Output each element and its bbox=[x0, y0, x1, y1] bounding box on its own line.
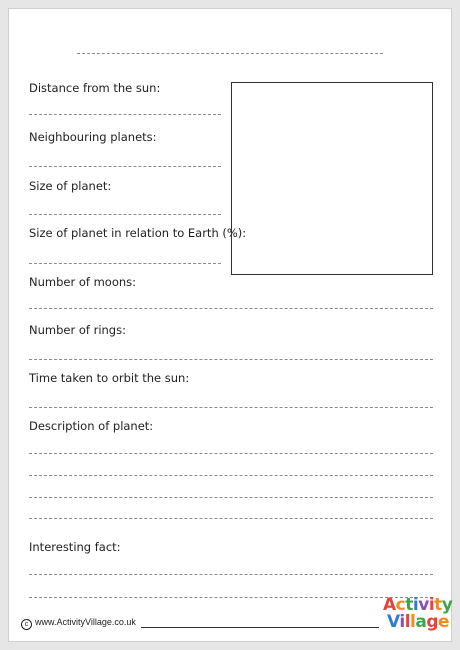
logo-letter: v bbox=[418, 595, 429, 615]
logo-letter: l bbox=[410, 612, 416, 632]
answer-line-interesting-fact-1[interactable] bbox=[29, 574, 433, 575]
logo-letter: i bbox=[412, 595, 419, 615]
field-label-size-relative-earth: Size of planet in relation to Earth (%): bbox=[29, 226, 247, 240]
title-line bbox=[77, 53, 383, 54]
answer-line-description-1[interactable] bbox=[29, 453, 433, 454]
logo-letter: t bbox=[405, 595, 413, 615]
answer-line-size[interactable] bbox=[29, 214, 221, 215]
logo-letter: g bbox=[426, 612, 438, 632]
answer-line-neighbouring-planets[interactable] bbox=[29, 166, 221, 167]
field-label-description: Description of planet: bbox=[29, 419, 154, 433]
worksheet-page bbox=[8, 8, 452, 642]
logo-letter: t bbox=[434, 595, 442, 615]
logo-letter: l bbox=[404, 612, 411, 632]
field-label-distance: Distance from the sun: bbox=[29, 81, 161, 95]
activity-village-logo bbox=[379, 595, 453, 637]
answer-line-interesting-fact-2[interactable] bbox=[29, 597, 433, 598]
field-label-neighbouring-planets: Neighbouring planets: bbox=[29, 130, 157, 144]
field-label-rings: Number of rings: bbox=[29, 323, 126, 337]
field-label-interesting-fact: Interesting fact: bbox=[29, 540, 121, 554]
logo-letter: e bbox=[438, 612, 450, 632]
logo-letter: y bbox=[441, 595, 453, 615]
field-label-size: Size of planet: bbox=[29, 179, 112, 193]
answer-line-description-2[interactable] bbox=[29, 475, 433, 476]
logo-letter: c bbox=[395, 595, 406, 615]
field-label-orbit-time: Time taken to orbit the sun: bbox=[29, 371, 190, 385]
footer-website-text: www.ActivityVillage.co.uk bbox=[35, 617, 136, 627]
copyright-icon: c bbox=[21, 619, 32, 630]
logo-letter: V bbox=[387, 612, 400, 632]
footer-divider bbox=[141, 627, 379, 628]
logo-letter: A bbox=[383, 595, 396, 615]
answer-line-description-3[interactable] bbox=[29, 497, 433, 498]
answer-line-rings[interactable] bbox=[29, 359, 433, 360]
answer-line-description-4[interactable] bbox=[29, 518, 433, 519]
answer-line-orbit-time[interactable] bbox=[29, 407, 433, 408]
answer-line-size-relative-earth[interactable] bbox=[29, 263, 221, 264]
logo-letter: i bbox=[399, 612, 405, 632]
answer-line-distance[interactable] bbox=[29, 114, 221, 115]
footer-website bbox=[21, 617, 136, 630]
logo-line-2 bbox=[387, 614, 449, 631]
field-label-moons: Number of moons: bbox=[29, 275, 137, 289]
picture-box[interactable] bbox=[231, 82, 433, 275]
logo-letter: i bbox=[428, 595, 435, 615]
logo-letter: a bbox=[415, 612, 427, 632]
answer-line-moons[interactable] bbox=[29, 308, 433, 309]
